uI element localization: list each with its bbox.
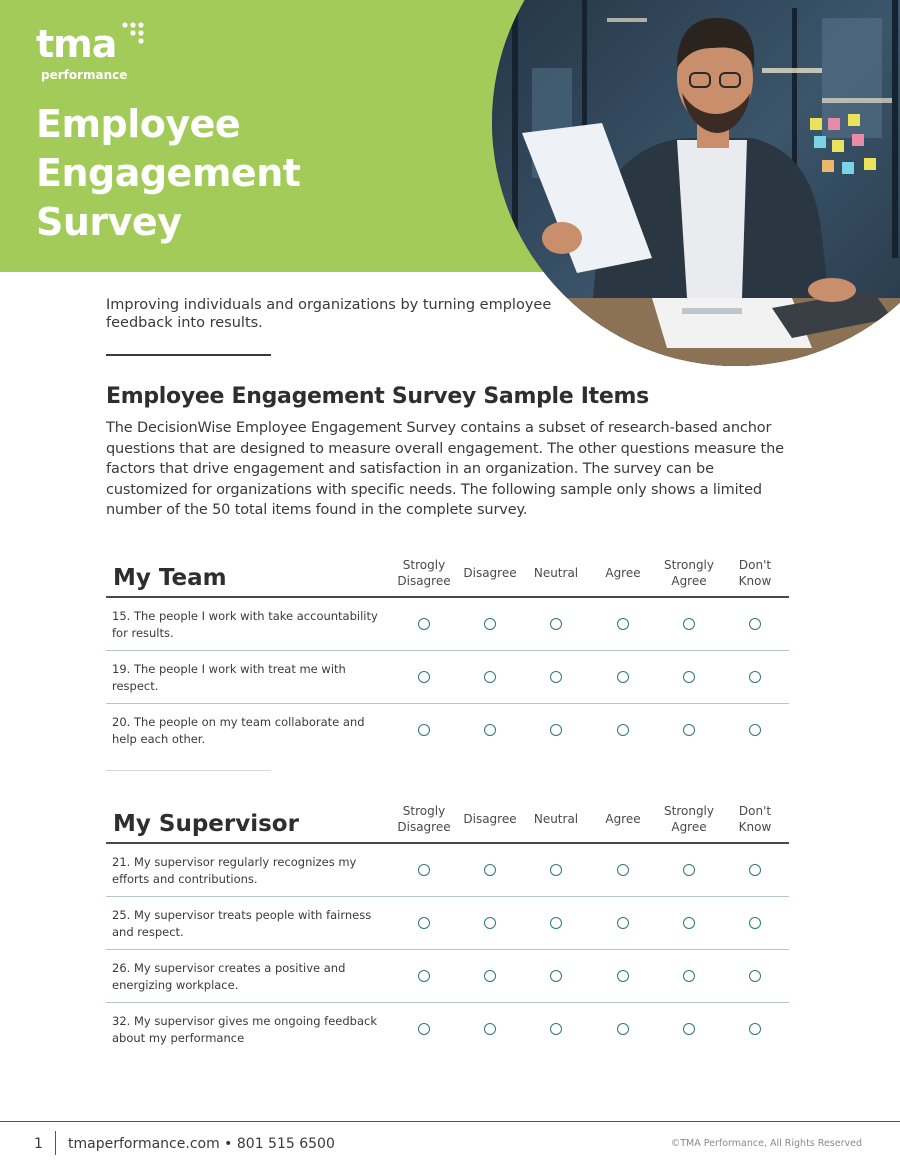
radio-disagree[interactable] — [484, 864, 496, 876]
question-text: 15. The people I work with take accountability for results. — [112, 609, 378, 640]
question-text: 20. The people on my team collaborate and help each other. — [112, 715, 365, 746]
question-text: 21. My supervisor regularly recognizes my efforts and contributions. — [112, 855, 357, 886]
radio-agree[interactable] — [617, 970, 629, 982]
radio-neutral[interactable] — [550, 671, 562, 683]
radio-strongly-agree[interactable] — [683, 970, 695, 982]
divider — [106, 770, 271, 771]
question-text: 19. The people I work with treat me with respect. — [112, 662, 346, 693]
radio-strongly-disagree[interactable] — [418, 917, 430, 929]
radio-dont-know[interactable] — [749, 1023, 761, 1035]
tagline: Improving individuals and organizations by turning employee feedback into results. — [106, 297, 552, 331]
footer-separator — [55, 1131, 56, 1155]
radio-disagree[interactable] — [484, 970, 496, 982]
footer-contact: tmaperformance.com • 801 515 6500 — [68, 1136, 335, 1152]
column-disagree: Disagree — [463, 565, 517, 580]
survey-my-supervisor — [106, 800, 789, 1056]
radio-agree[interactable] — [617, 1023, 629, 1035]
column-agree: Agree — [605, 811, 641, 826]
column-neutral: Neutral — [533, 565, 579, 580]
radio-dont-know[interactable] — [749, 864, 761, 876]
radio-agree[interactable] — [617, 864, 629, 876]
survey-title: My Supervisor — [113, 811, 299, 837]
column-dont-know: Don't Know — [738, 803, 772, 834]
question-text: 25. My supervisor treats people with fairness and respect. — [112, 908, 372, 939]
radio-strongly-disagree[interactable] — [418, 970, 430, 982]
survey-item — [106, 950, 789, 1003]
survey-item — [106, 897, 789, 950]
column-agree: Agree — [605, 565, 641, 580]
radio-agree[interactable] — [617, 618, 629, 630]
survey-item — [106, 651, 789, 704]
radio-neutral[interactable] — [550, 917, 562, 929]
radio-strongly-disagree[interactable] — [418, 671, 430, 683]
logo-wordmark: tma — [36, 22, 117, 66]
survey-header — [106, 554, 789, 598]
survey-item — [106, 1003, 789, 1056]
column-strongly-agree: Strongly Agree — [664, 557, 714, 588]
radio-strongly-disagree[interactable] — [418, 618, 430, 630]
hero-title: Employee Engagement Survey — [36, 102, 301, 244]
survey-item — [106, 704, 789, 757]
radio-neutral[interactable] — [550, 864, 562, 876]
column-dont-know: Don't Know — [738, 557, 772, 588]
section-heading: Employee Engagement Survey Sample Items — [106, 384, 649, 409]
column-strongly-disagree: Strogly Disagree — [397, 557, 451, 588]
radio-strongly-disagree[interactable] — [418, 1023, 430, 1035]
column-strongly-disagree: Strogly Disagree — [397, 803, 451, 834]
logo-subtitle: performance — [41, 68, 128, 82]
radio-dont-know[interactable] — [749, 970, 761, 982]
radio-strongly-agree[interactable] — [683, 917, 695, 929]
radio-neutral[interactable] — [550, 724, 562, 736]
survey-my-team — [106, 554, 789, 757]
radio-strongly-agree[interactable] — [683, 671, 695, 683]
radio-strongly-agree[interactable] — [683, 724, 695, 736]
logo-dots-icon — [122, 22, 148, 48]
radio-strongly-disagree[interactable] — [418, 724, 430, 736]
radio-disagree[interactable] — [484, 618, 496, 630]
column-neutral: Neutral — [533, 811, 579, 826]
radio-neutral[interactable] — [550, 618, 562, 630]
footer-divider — [0, 1121, 900, 1122]
page-number: 1 — [34, 1136, 43, 1152]
radio-agree[interactable] — [617, 671, 629, 683]
footer-copyright: ©TMA Performance, All Rights Reserved — [670, 1138, 862, 1149]
radio-neutral[interactable] — [550, 970, 562, 982]
radio-dont-know[interactable] — [749, 671, 761, 683]
column-disagree: Disagree — [463, 811, 517, 826]
section-intro: The DecisionWise Employee Engagement Survey contains a subset of research-based anchor questions that are designed to measure overall engagement. The other questions measure the factors that drive engagement and satisfaction in an organization. The survey can be customized for organizations with specific needs. The following sample only shows a limited number of the 50 total items found in the complete survey. — [106, 420, 784, 518]
divider — [106, 354, 271, 356]
radio-dont-know[interactable] — [749, 917, 761, 929]
column-strongly-agree: Strongly Agree — [664, 803, 714, 834]
radio-disagree[interactable] — [484, 671, 496, 683]
radio-agree[interactable] — [617, 724, 629, 736]
radio-strongly-disagree[interactable] — [418, 864, 430, 876]
question-text: 26. My supervisor creates a positive and energizing workplace. — [112, 961, 346, 992]
radio-disagree[interactable] — [484, 1023, 496, 1035]
question-text: 32. My supervisor gives me ongoing feedback about my performance — [112, 1014, 378, 1045]
radio-strongly-agree[interactable] — [683, 1023, 695, 1035]
survey-header — [106, 800, 789, 844]
survey-item — [106, 844, 789, 897]
radio-agree[interactable] — [617, 917, 629, 929]
radio-strongly-agree[interactable] — [683, 618, 695, 630]
survey-item — [106, 598, 789, 651]
radio-neutral[interactable] — [550, 1023, 562, 1035]
radio-dont-know[interactable] — [749, 724, 761, 736]
survey-title: My Team — [113, 565, 227, 591]
radio-disagree[interactable] — [484, 917, 496, 929]
radio-strongly-agree[interactable] — [683, 864, 695, 876]
radio-dont-know[interactable] — [749, 618, 761, 630]
radio-disagree[interactable] — [484, 724, 496, 736]
tma-logo — [36, 22, 156, 86]
